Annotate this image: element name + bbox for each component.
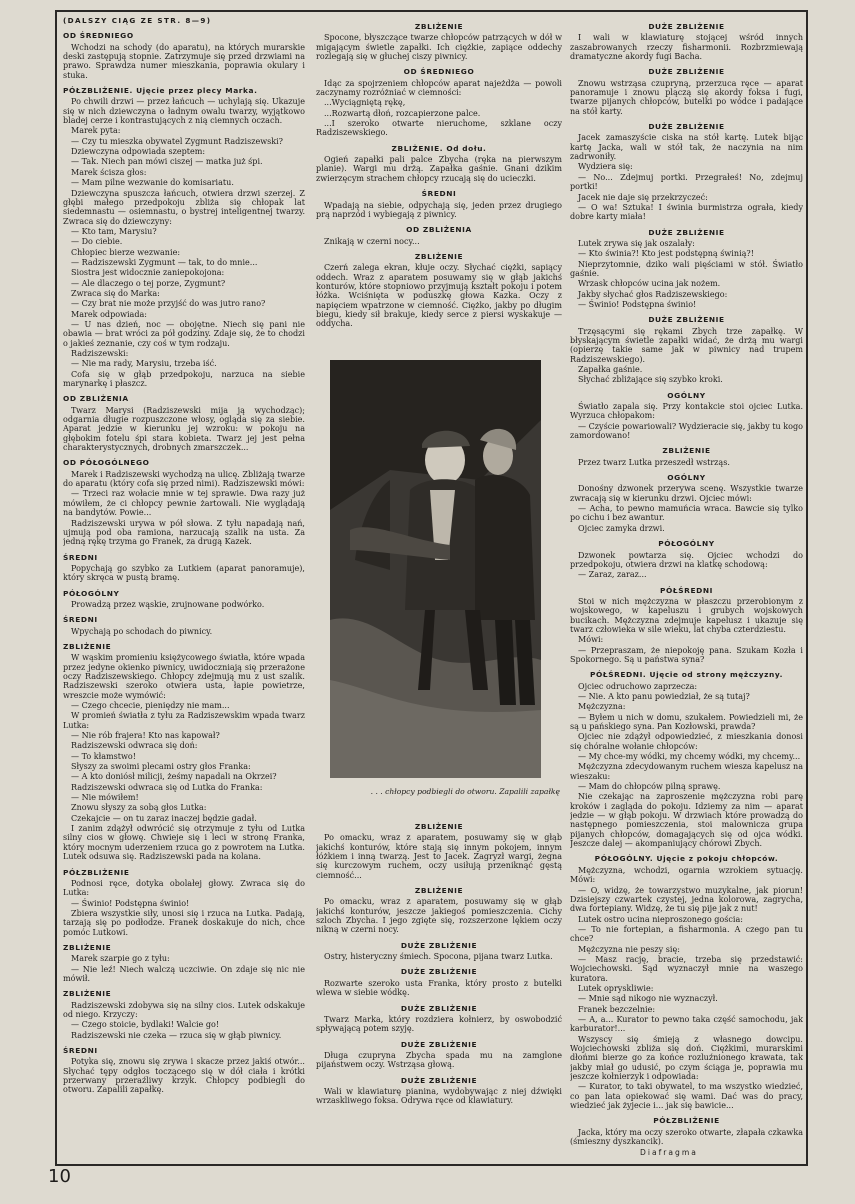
scene-paragraph: Wpychają po schodach do piwnicy.: [71, 626, 213, 636]
scene-paragraph: Mężczyzna zdecydowanym ruchem wiesza kapelusz na wieszaku:: [570, 762, 803, 781]
scene-paragraph: Chłopiec bierze wezwanie:: [71, 247, 181, 257]
scene-paragraph: Radziszewski nie czeka — rzuca się w głąb piwnicy.: [71, 1030, 282, 1040]
scene-paragraph: — A, a... Kurator to pewno taka część samochodu, jak karburator!...: [570, 1014, 803, 1034]
scene-paragraph: Marek i Radziszewski wychodzą na ulicę. Zbliżają twarze do aparatu (który cofa się przed nimi). Radziszewski mówi:: [63, 469, 305, 489]
scene-paragraph: — Masz rację, bracie, trzeba się przedstawić: Wojciechowski. Sąd wyznaczył mnie na waszego kuratora.: [570, 954, 803, 983]
scene-paragraph: W wąskim promieniu księżycowego światła, które wpada przez jedyne okienko piwnicy, uwidoczniają się przerażone oczy Radziszewskiego. Chłopcy zdejmują mu z ust szalik. Radziszewski szeroko otwiera usta, łapie powietrze, wreszcie może wymówić:: [63, 653, 305, 700]
scene-heading: OGÓLNY: [667, 390, 706, 400]
scene-paragraph: Twarz Marysi (Radziszewski mija ją wychodząc); odgarnia długie rozpuszczone włosy, ogląda się za siebie. Aparat jedzie w kierunku jej wzroku: w pokoju na głębokim fotelu śpi stara kobieta. Twarz jej jest pełna charakterystycznych, drobnych zmarszczek...: [63, 405, 305, 453]
scene-heading: ZBLIŻENIE: [63, 942, 112, 952]
scene-heading: PÓŁZBLIŻENIE: [653, 1116, 720, 1126]
scene-paragraph: — Tak. Niech pan mówi ciszej — matka już śpi.: [71, 157, 263, 167]
scene-heading: ŚREDNI: [63, 1046, 98, 1055]
scene-paragraph: Ojciec nie zdążył odpowiedzieć, z mieszkania donosi się chóralne wołanie chłopców:: [570, 732, 803, 751]
scene-heading: ZBLIŻENIE: [414, 22, 464, 31]
scene-paragraph: — To kłamstwo!: [71, 751, 136, 761]
scene-paragraph: Po chwili drzwi — przez łańcuch — uchylają się. Ukazuje się w nich dziewczyna o ładnym owalu twarzy, wyjątkowo bladej cerze i kontrastujących z nią ciemnych oczach.: [63, 97, 305, 126]
scene-paragraph: — Zaraz, zaraz...: [578, 570, 647, 580]
boys-in-cellar-illustration: [330, 360, 541, 778]
scene-heading: ZBLIŻENIE: [63, 641, 112, 651]
scene-heading: ŚREDNI: [63, 552, 98, 562]
scene-paragraph: — Mam pilne wezwanie do komisariatu.: [71, 178, 234, 188]
scene-paragraph: — Nie leź! Niech walczą uczciwie. On zdaje się nic nie mówił.: [63, 964, 305, 983]
scene-paragraph: — Byłem u nich w domu, szukałem. Powiedzieli mi, że są u pańskiego syna. Pan Kozłowski, prawda?: [570, 712, 803, 731]
photo-caption: . . . chłopcy podbiegli do otworu. Zapalili zapałkę: [370, 787, 560, 796]
author-signature: Diafragma: [640, 1148, 698, 1157]
column-middle-top: [316, 16, 562, 356]
scene-heading: OD ZBLIŻENIA: [63, 394, 129, 404]
scene-paragraph: Lutek ostro ucina nieproszonego gościa:: [578, 914, 744, 924]
scene-paragraph: Nie czekając na zaproszenie mężczyzna robi parę kroków i zagląda do pokoju. Idziemy za nim — aparat jedzie — w głąb pokoju. W drzwiach które prowadzą do następnego pomieszczenia, stoi malownicza grupa pijanych chłopców, domagających się od ojca wódki. Jeszcze dalej — akompaniujący chórowi Zbych.: [570, 792, 803, 849]
scene-heading: DUŻE ZBLIŻENIE: [648, 227, 725, 237]
scene-paragraph: — Radziszewski Zygmunt — tak, to do mnie...: [71, 257, 258, 267]
scene-paragraph: — O wa! Sztuka! I świnia burmistrza ograła, kiedy dobre karty miała!: [570, 202, 803, 222]
scene-paragraph: Ojciec zamyka drzwi.: [578, 523, 665, 533]
scene-paragraph: — Przepraszam, że niepokoję pana. Szukam Kozła i Spokornego. Są u państwa syna?: [570, 645, 803, 664]
scene-paragraph: Słychać zbliżające się szybko kroki.: [578, 375, 723, 385]
scene-paragraph: Po omacku, wraz z aparatem, posuwamy się w głąb jakichś konturów, które stają się innym pokojem, innym łóżkiem i inną twarzą. Jest to Jacek. Zagryzł wargi, żegna się kurczowym ruchem, oczy usiłują przeniknąć gęstą ciemność...: [316, 833, 562, 880]
scene-paragraph: — Trzeci raz wołacie mnie w tej sprawie. Dwa razy już mówiłem, że ci chłopcy pewnie żartowali. Nie wyglądają na bandytów. Powie...: [63, 489, 305, 518]
column-left: [63, 16, 305, 1161]
scene-heading: PÓŁOGÓLNY: [658, 539, 715, 549]
scene-paragraph: Nieprzytomnie, dziko wali pięściami w stół. Światło gaśnie.: [570, 259, 803, 278]
scene-paragraph: — Nie ma rady, Marysiu, trzeba iść.: [71, 359, 217, 369]
scene-paragraph: Zapałka gaśnie.: [578, 365, 643, 374]
scene-heading: ŚREDNI: [421, 189, 457, 199]
scene-paragraph: Mężczyzna nie peszy się:: [578, 944, 680, 954]
scene-heading: DUŻE ZBLIŻENIE: [400, 1003, 478, 1013]
scene-paragraph: — Czego stoicie, bydlaki! Walcie go!: [71, 1020, 220, 1030]
scene-paragraph: Jakby słychać głos Radziszewskiego:: [578, 289, 728, 299]
scene-paragraph: Jacek nie daje się przekrzyczeć:: [578, 192, 708, 202]
scene-paragraph: — To nie fortepian, a fisharmonia. A czego pan tu chce?: [570, 924, 803, 944]
scene-heading: DUŻE ZBLIŻENIE: [648, 315, 725, 325]
scene-heading: PÓŁZBLIŻENIE: [63, 867, 130, 877]
scene-paragraph: — My chce-my wódki, my chcemy wódki, my chcemy...: [578, 752, 801, 762]
scene-paragraph: — Świnio! Podstępna świnio!: [578, 299, 697, 309]
scene-paragraph: Radziszewski:: [71, 349, 129, 358]
scene-heading: ZBLIŻENIE: [662, 446, 711, 456]
scene-paragraph: — U nas dzień, noc — obojętne. Niech się pani nie obawia — brat wróci za pół godziny. Zdaje się, że to chodzi o jakieś zeznanie, czy coś w tym rodzaju.: [63, 319, 305, 348]
film-still-photo: [330, 360, 541, 778]
scene-paragraph: I wali w klawiaturę stojącej wśród innych zaszabrowanych rzeczy fisharmonii. Rozbrzmiewają dramatyczne akordy fugi Bacha.: [570, 33, 803, 62]
scene-paragraph: Ogień zapałki pali palce Zbycha (ręka na pierwszym planie). Wargi mu drżą. Zapałka gaśnie. Gnani dzikim zwierzęcym strachem chłopcy rzucają się do ucieczki.: [316, 155, 562, 183]
scene-paragraph: Znikają w czerni nocy...: [324, 236, 420, 246]
scene-heading: PÓŁZBLIŻENIE. Ujęcie przez plecy Marka.: [63, 86, 258, 96]
scene-paragraph: Ostry, histeryczny śmiech. Spocona, pijana twarz Lutka.: [324, 952, 553, 962]
scene-paragraph: — Kto świnia?! Kto jest podstępną świnią?!: [578, 249, 754, 259]
scene-paragraph: Lutek zrywa się jak oszalały:: [578, 238, 695, 248]
scene-heading: ZBLIŻENIE. Od dołu.: [391, 143, 487, 153]
scene-paragraph: — Czego chcecie, pieniędzy nie mam...: [71, 701, 230, 710]
scene-heading: PÓŁOGÓLNY. Ujęcie z pokoju chłopców.: [594, 854, 779, 864]
column-middle-top-blocks: [316, 22, 562, 329]
scene-heading: ZBLIŻENIE: [414, 886, 464, 896]
scene-heading: PÓŁOGÓLNY: [63, 588, 120, 598]
scene-paragraph: — Czyście powariowali? Wydzieracie się, jakby tu kogo zamordowano!: [570, 421, 803, 441]
scene-paragraph: — Do ciebie.: [71, 237, 123, 247]
scene-paragraph: Mężczyzna:: [578, 702, 626, 712]
scene-paragraph: Podnosi ręce, dotyka obolałej głowy. Zwraca się do Lutka:: [63, 878, 305, 898]
column-middle-bottom-blocks: [316, 822, 562, 1106]
scene-heading: OD PÓŁOGÓLNEGO: [63, 458, 150, 468]
scene-paragraph: — Nie rób frajera! Kto nas kapował?: [71, 731, 220, 741]
scene-paragraph: Wrzask chłopców ucina jak nożem.: [578, 279, 721, 289]
scene-heading: ZBLIŻENIE: [414, 822, 464, 831]
scene-heading: ZBLIŻENIE: [414, 251, 464, 261]
scene-paragraph: Dziewczyna odpowiada szeptem:: [71, 147, 206, 157]
scene-paragraph: Radziszewski zdobywa się na silny cios. Lutek odskakuje od niego. Krzyczy:: [63, 1000, 305, 1019]
scene-heading: DUŻE ZBLIŻENIE: [400, 940, 478, 950]
scene-paragraph: Siostra jest widocznie zaniepokojona:: [71, 268, 225, 278]
scene-heading: ŚREDNI: [63, 615, 98, 625]
scene-paragraph: — Świnio! Podstępna świnio!: [71, 898, 190, 908]
scene-paragraph: Zbiera wszystkie siły, unosi się i rzuca na Lutka. Padają, tarzają się po podłodze. Franek doskakuje do nich, chce pomóc Lutkowi.: [63, 908, 305, 937]
scene-paragraph: Przez twarz Lutka przeszedł wstrząs.: [578, 457, 730, 467]
scene-paragraph: Wszyscy się śmieją z własnego dowcipu. Wojciechowski zbliża się doń. Ciężkimi, murarskimi dłońmi bierze go za końce rozluźnionego krawata, tak jakby miał go udusić, po czym ściąga je, poprawia mu jeszcze kołnierzyk i odpowiada:: [570, 1034, 803, 1082]
scene-paragraph: Twarz Marka, który rozdziera kołnierz, by oswobodzić spływającą potem szyję.: [316, 1014, 562, 1034]
scene-paragraph: Marek odpowiada:: [71, 309, 147, 319]
scene-paragraph: — Kto tam, Marysiu?: [71, 226, 157, 236]
scene-paragraph: Spocone, błyszczące twarze chłopców patrzących w dół w migającym świetle zapałki. Ich ciężkie, zapiące oddechy rozlegają się w głuchej ciszy piwnicy.: [316, 33, 562, 62]
page-number: 10: [48, 1166, 71, 1187]
scene-paragraph: — Mam do chłopców pilną sprawę.: [578, 782, 721, 792]
scene-paragraph: Marek ścisza głos:: [71, 167, 147, 177]
column-middle-bottom: [316, 816, 562, 1161]
scene-paragraph: Długa czupryna Zbycha spada mu na zamglone pijaństwem oczy. Wstrząsa głową.: [316, 1050, 562, 1070]
scene-paragraph: I zanim zdążył odwrócić się otrzymuje z tyłu od Lutka silny cios w głowę. Chwieje się i leci w stronę Franka, który mocnym uderzeniem rzuca go z powrotem na Lutka. Lutek odsuwa się. Radziszewski pada na kolana.: [63, 824, 305, 862]
scene-paragraph: ...Wyciągniętą rękę,: [324, 98, 406, 108]
scene-paragraph: — No... Zdejmuj portki. Przegrałeś! No, zdejmuj portki!: [570, 172, 803, 192]
scene-paragraph: — Nie. A kto panu powiedział, że są tutaj?: [578, 691, 750, 701]
scene-paragraph: — Czy tu mieszka obywatel Zygmunt Radziszewski?: [71, 136, 283, 146]
scene-paragraph: Marek pyta:: [71, 126, 121, 136]
scene-paragraph: — Acha, to pewno mamuńcia wraca. Bawcie się tylko po cichu i bez awantur.: [570, 504, 803, 523]
scene-paragraph: ...Rozwartą dłoń, rozcapierzone palce.: [324, 108, 481, 118]
scene-paragraph: — Nie mówiłem!: [71, 793, 139, 803]
scene-paragraph: — Czy brat nie może przyjść do was jutro rano?: [71, 299, 266, 309]
scene-paragraph: Wali w klawiaturę pianina, wydobywając z niej dźwięki wrzaskliwego foksa. Odrywa ręce od klawiatury.: [316, 1086, 562, 1106]
scene-paragraph: Lutek opryskliwie:: [578, 983, 654, 993]
scene-paragraph: Potyka się, znowu się zrywa i skacze przez jakiś otwór... Słychać tępy odgłos toczącego się w dół ciała i krótki przerwany przeraźliwy krzyk. Chłopcy podbiegli do otworu. Zapalili zapałkę.: [63, 1057, 305, 1095]
column-left-blocks: [63, 31, 305, 1094]
scene-heading: OD ŚREDNIEGO: [403, 67, 475, 77]
scene-paragraph: Jacek zamaszyście ciska na stół kartę. Lutek bijąc kartę Jacka, wali w stół tak, że naczynia na nim zadrwoniły.: [570, 133, 803, 162]
scene-paragraph: Marek szarpie go z tyłu:: [71, 954, 170, 964]
scene-paragraph: Radziszewski urywa w pół słowa. Z tyłu napadają nań, ujmują pod oba ramiona, narzucają szalik na usta. Za jedną rękę trzyma go Franek, za drugą Kazek.: [63, 518, 305, 547]
scene-paragraph: Słyszy za swoimi plecami ostry głos Franka:: [71, 762, 251, 772]
scene-paragraph: Franek bezczelnie:: [578, 1004, 656, 1014]
scene-paragraph: — Kurator, to taki obywatel, to ma wszystko wiedzieć, co pan lata opiekować się wami. Dać was do pracy, wiedzieć jak żyjecie i... jak się bawicie...: [570, 1082, 803, 1111]
scene-paragraph: Zwraca się do Marka:: [71, 288, 160, 298]
scene-paragraph: Donośny dzwonek przerywa scenę. Wszystkie twarze zwracają się w kierunku drzwi. Ojciec mówi:: [570, 484, 803, 503]
scene-paragraph: Ojciec odruchowo zaprzecza:: [578, 681, 698, 691]
scene-heading: DUŻE ZBLIŻENIE: [648, 22, 725, 31]
continuation-header: (DALSZY CIĄG ZE STR. 8—9): [63, 16, 212, 25]
scene-paragraph: — A kto doniósł milicji, żeśmy napadali na Okrzei?: [71, 772, 277, 782]
scene-heading: PÓŁŚREDNI: [660, 585, 713, 595]
scene-paragraph: Radziszewski odwraca się doń:: [71, 741, 198, 751]
scene-heading: DUŻE ZBLIŻENIE: [648, 122, 725, 132]
scene-paragraph: Po omacku, wraz z aparatem, posuwamy się w głąb jakichś konturów, jeszcze jakiegoś pomieszczenia. Cichy szloch Zbycha. I jego zgięte się, rozszerzone lękiem oczy nikną w czerni nocy.: [316, 897, 562, 935]
scene-heading: DUŻE ZBLIŻENIE: [648, 67, 725, 77]
scene-paragraph: Czerń zalega ekran, kłuje oczy. Słychać ciężki, sapiący oddech. Wraz z aparatem posuwamy się w głąb jakichś konturów, które stopniowo przyjmują kształt pokoju i potem łóżka. Wciśnięta w poduszkę głowa Kazka. Oczy z napięciem wpatrzone w ciemność. Ciężko, jakby po długim biegu, kiedy sił brakuje, kiedy serce z piersi wyskakuje — oddycha.: [316, 263, 562, 329]
scene-paragraph: W promień światła z tyłu za Radziszewskim wpada twarz Lutka:: [63, 711, 305, 730]
scene-paragraph: Dzwonek powtarza się. Ojciec wchodzi do przedpokoju, otwiera drzwi na klatkę schodową:: [570, 550, 803, 569]
scene-paragraph: Idąc za spojrzeniem chłopców aparat najeżdża — powoli zaczynamy rozróżniać w ciemności:: [316, 78, 562, 98]
scene-paragraph: — Mnie sąd nikogo nie wyznaczył.: [578, 994, 718, 1004]
column-right: [570, 16, 803, 1161]
scene-heading: PÓŁŚREDNI. Ujęcie od strony mężczyzny.: [589, 670, 784, 680]
scene-paragraph: Znowu słyszy za sobą głos Lutka:: [71, 803, 207, 813]
scene-heading: DUŻE ZBLIŻENIE: [400, 1075, 478, 1085]
scene-paragraph: Mówi:: [578, 635, 604, 645]
scene-paragraph: — O, widzę, że towarzystwo muzykalne, jak piorun! Dzisiejszy czwartek czystej, jedna kolorowa, zagrycha, dwa fortepiany. Widzę, że tu się pije jak z nut!: [570, 885, 803, 914]
scene-paragraph: Wpadają na siebie, odpychają się, jeden przez drugiego prą naprzód i wybiegają z piwnicy.: [316, 200, 562, 219]
scene-paragraph: Stoi w nich mężczyzna w płaszczu przerobionym z wojskowego, w kapeluszu i grubych wojskowych bucikach. Mężczyzna zdejmuje kapelusz i ukazuje się twarz człowieka w sile wieku, lat chyba czterdziestu.: [570, 596, 803, 634]
scene-paragraph: — Ale dlaczego o tej porze, Zygmunt?: [71, 278, 226, 288]
scene-paragraph: Prowadzą przez wąskie, zrujnowane podwórko.: [71, 599, 265, 609]
scene-heading: OD ŚREDNIEGO: [63, 31, 134, 41]
scene-paragraph: Znowu wstrząsa czupryną, przerzuca ręce — aparat panoramuje i znowu plączą się akordy foksa i fugi, twarze pijanych chłopców, butelki po wódce i padające na stół karty.: [570, 78, 803, 116]
scene-paragraph: Dziewczyna spuszcza łańcuch, otwiera drzwi szerzej. Z głębi małego przedpokoju zbliża się chłopak lat siedemnastu — osiemnastu, o bystrej inteligentnej twarzy. Zwraca się do dziewczyny:: [63, 188, 305, 226]
scene-paragraph: Jacka, który ma oczy szeroko otwarte, złapała czkawka (śmieszny dyszkancik).: [570, 1127, 803, 1147]
scene-paragraph: Popychają go szybko za Lutkiem (aparat panoramuje), który skręca w pustą bramę.: [63, 563, 305, 583]
scene-paragraph: Rozwarte szeroko usta Franka, który prosto z butelki wlewa w siebie wódkę.: [316, 978, 562, 998]
scene-heading: ZBLIŻENIE: [63, 989, 112, 999]
scene-paragraph: ...I szeroko otwarte nieruchome, szklane oczy Radziszewskiego.: [316, 119, 562, 138]
scene-heading: OGÓLNY: [667, 473, 706, 483]
scene-paragraph: Światło zapala się. Przy kontakcie stoi ojciec Lutka. Wyrzuca chłopakom:: [570, 402, 803, 421]
scene-heading: DUŻE ZBLIŻENIE: [400, 1039, 478, 1049]
scene-paragraph: Mężczyzna, wchodzi, ogarnia wzrokiem sytuację. Mówi:: [570, 865, 803, 885]
scene-paragraph: Wydziera się:: [578, 162, 633, 172]
scene-paragraph: Trzęsącymi się rękami Zbych trze zapałkę. W błyskającym świetle zapałki widać, że drżą mu wargi (opierzę takie same jak w piwnicy nad trupem Radziszewskiego).: [570, 326, 803, 364]
scene-paragraph: Czekajcie — on tu zaraz inaczej będzie gadał.: [71, 813, 257, 823]
scene-paragraph: Wchodzi na schody (do aparatu), na których murarskie deski zastępują stopnie. Zatrzymuje się przed drzwiami na prawo. Sprawdza numer mieszkania, poprawia okulary i stuka.: [63, 42, 305, 80]
scene-heading: OD ZBLIŻENIA: [406, 225, 472, 235]
column-right-blocks: [570, 22, 803, 1146]
scene-heading: DUŻE ZBLIŻENIE: [400, 967, 478, 977]
scene-paragraph: Radziszewski odwraca się od Lutka do Franka:: [71, 782, 263, 792]
scene-paragraph: Cofa się w głąb przedpokoju, narzuca na siebie marynarkę i płaszcz.: [63, 369, 305, 389]
